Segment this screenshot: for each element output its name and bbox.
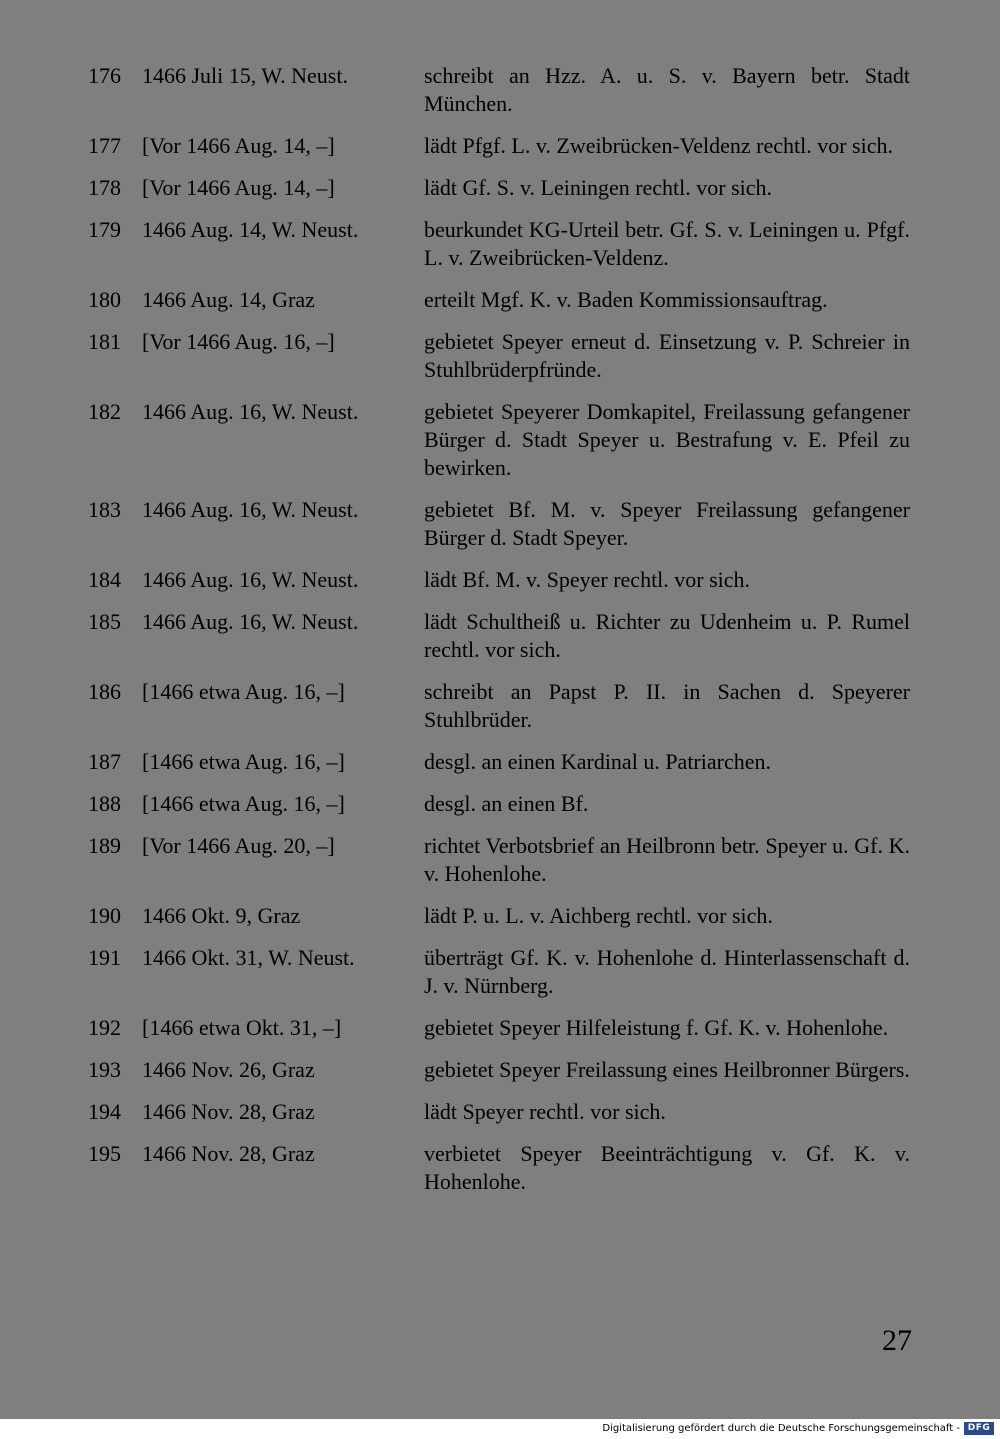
entry-description: erteilt Mgf. K. v. Baden Kommissionsauftrag. [424, 287, 828, 312]
entry-number: 179 [88, 217, 121, 242]
entry-date: 1466 Aug. 16, W. Neust. [142, 497, 359, 522]
entry-number: 194 [88, 1099, 121, 1124]
entry-number: 183 [88, 497, 121, 522]
regest-entry [88, 286, 910, 314]
entry-date: [1466 etwa Aug. 16, –] [142, 791, 345, 816]
entry-description: beurkundet KG-Urteil betr. Gf. S. v. Leiningen u. Pfgf. L. v. Zweibrücken-Veldenz. [424, 217, 910, 270]
regest-entry [88, 566, 910, 594]
entry-number: 178 [88, 175, 121, 200]
entry-description: lädt Bf. M. v. Speyer rechtl. vor sich. [424, 567, 751, 592]
entry-date: 1466 Okt. 31, W. Neust. [142, 945, 355, 970]
entry-date: [Vor 1466 Aug. 14, –] [142, 175, 335, 200]
regest-entry [88, 608, 910, 664]
entry-number: 193 [88, 1057, 121, 1082]
entry-description: lädt Pfgf. L. v. Zweibrücken-Veldenz rechtl. vor sich. [424, 133, 893, 158]
regest-entry [88, 902, 910, 930]
regest-entry [88, 1098, 910, 1126]
entry-date: [Vor 1466 Aug. 16, –] [142, 329, 335, 354]
entry-number: 190 [88, 903, 121, 928]
dfg-logo: DFG [964, 1422, 994, 1435]
entry-number: 184 [88, 567, 121, 592]
entry-number: 191 [88, 945, 121, 970]
entry-number: 192 [88, 1015, 121, 1040]
entry-number: 180 [88, 287, 121, 312]
entry-date: [1466 etwa Aug. 16, –] [142, 679, 345, 704]
entry-description: desgl. an einen Bf. [424, 791, 589, 816]
entry-description: verbietet Speyer Beeinträchtigung v. Gf. K. v. Hohenlohe. [424, 1141, 910, 1194]
regest-entry [88, 1014, 910, 1042]
entry-date: [Vor 1466 Aug. 14, –] [142, 133, 335, 158]
regest-entry [88, 328, 910, 384]
regest-entry [88, 944, 910, 1000]
entry-number: 186 [88, 679, 121, 704]
entry-date: 1466 Nov. 26, Graz [142, 1057, 315, 1082]
regest-entry [88, 790, 910, 818]
entry-date: [1466 etwa Aug. 16, –] [142, 749, 345, 774]
regest-entry [88, 216, 910, 272]
regest-entry [88, 1140, 910, 1196]
entry-description: lädt Schultheiß u. Richter zu Udenheim u. P. Rumel rechtl. vor sich. [424, 609, 910, 662]
entry-number: 181 [88, 329, 121, 354]
entry-description: richtet Verbotsbrief an Heilbronn betr. Speyer u. Gf. K. v. Hohenlohe. [424, 833, 910, 886]
regest-entry [88, 678, 910, 734]
page-number: 27 [882, 1324, 912, 1357]
entry-number: 187 [88, 749, 121, 774]
entry-date: [1466 etwa Okt. 31, –] [142, 1015, 342, 1040]
entry-date: 1466 Juli 15, W. Neust. [142, 63, 348, 88]
entry-description: gebietet Speyerer Domkapitel, Freilassung gefangener Bürger d. Stadt Speyer u. Bestrafung v. E. Pfeil zu bewirken. [424, 399, 910, 480]
entry-description: schreibt an Hzz. A. u. S. v. Bayern betr. Stadt München. [424, 63, 910, 116]
entry-description: gebietet Speyer Freilassung eines Heilbronner Bürgers. [424, 1057, 910, 1082]
footer-bar [0, 1419, 1000, 1439]
regest-entry [88, 132, 910, 160]
regest-entry [88, 496, 910, 552]
funding-notice: Digitalisierung gefördert durch die Deutsche Forschungsgemeinschaft - [602, 1423, 960, 1434]
regest-entry [88, 62, 910, 118]
entry-date: 1466 Nov. 28, Graz [142, 1099, 315, 1124]
entry-number: 195 [88, 1141, 121, 1166]
entry-description: schreibt an Papst P. II. in Sachen d. Speyerer Stuhlbrüder. [424, 679, 910, 732]
entry-description: gebietet Bf. M. v. Speyer Freilassung gefangener Bürger d. Stadt Speyer. [424, 497, 910, 550]
entry-number: 176 [88, 63, 121, 88]
entry-number: 182 [88, 399, 121, 424]
entry-description: gebietet Speyer Hilfeleistung f. Gf. K. v. Hohenlohe. [424, 1015, 889, 1040]
entry-number: 189 [88, 833, 121, 858]
regest-entry [88, 398, 910, 482]
entry-description: lädt Gf. S. v. Leiningen rechtl. vor sich. [424, 175, 773, 200]
regest-entry [88, 174, 910, 202]
regest-entry [88, 748, 910, 776]
entry-description: lädt Speyer rechtl. vor sich. [424, 1099, 666, 1124]
entry-description: desgl. an einen Kardinal u. Patriarchen. [424, 749, 771, 774]
entry-date: 1466 Nov. 28, Graz [142, 1141, 315, 1166]
entry-date: [Vor 1466 Aug. 20, –] [142, 833, 335, 858]
entry-description: lädt P. u. L. v. Aichberg rechtl. vor sich. [424, 903, 773, 928]
entry-date: 1466 Aug. 14, W. Neust. [142, 217, 359, 242]
entry-date: 1466 Aug. 16, W. Neust. [142, 609, 359, 634]
entry-description: gebietet Speyer erneut d. Einsetzung v. P. Schreier in Stuhlbrüderpfründe. [424, 329, 910, 382]
entry-number: 177 [88, 133, 121, 158]
entry-number: 188 [88, 791, 121, 816]
entry-date: 1466 Okt. 9, Graz [142, 903, 301, 928]
entry-number: 185 [88, 609, 121, 634]
entry-date: 1466 Aug. 16, W. Neust. [142, 567, 359, 592]
entry-description: überträgt Gf. K. v. Hohenlohe d. Hinterlassenschaft d. J. v. Nürnberg. [424, 945, 910, 998]
entry-date: 1466 Aug. 14, Graz [142, 287, 315, 312]
regesta-list [88, 62, 910, 1210]
regest-entry [88, 1056, 910, 1084]
entry-date: 1466 Aug. 16, W. Neust. [142, 399, 359, 424]
regest-entry [88, 832, 910, 888]
